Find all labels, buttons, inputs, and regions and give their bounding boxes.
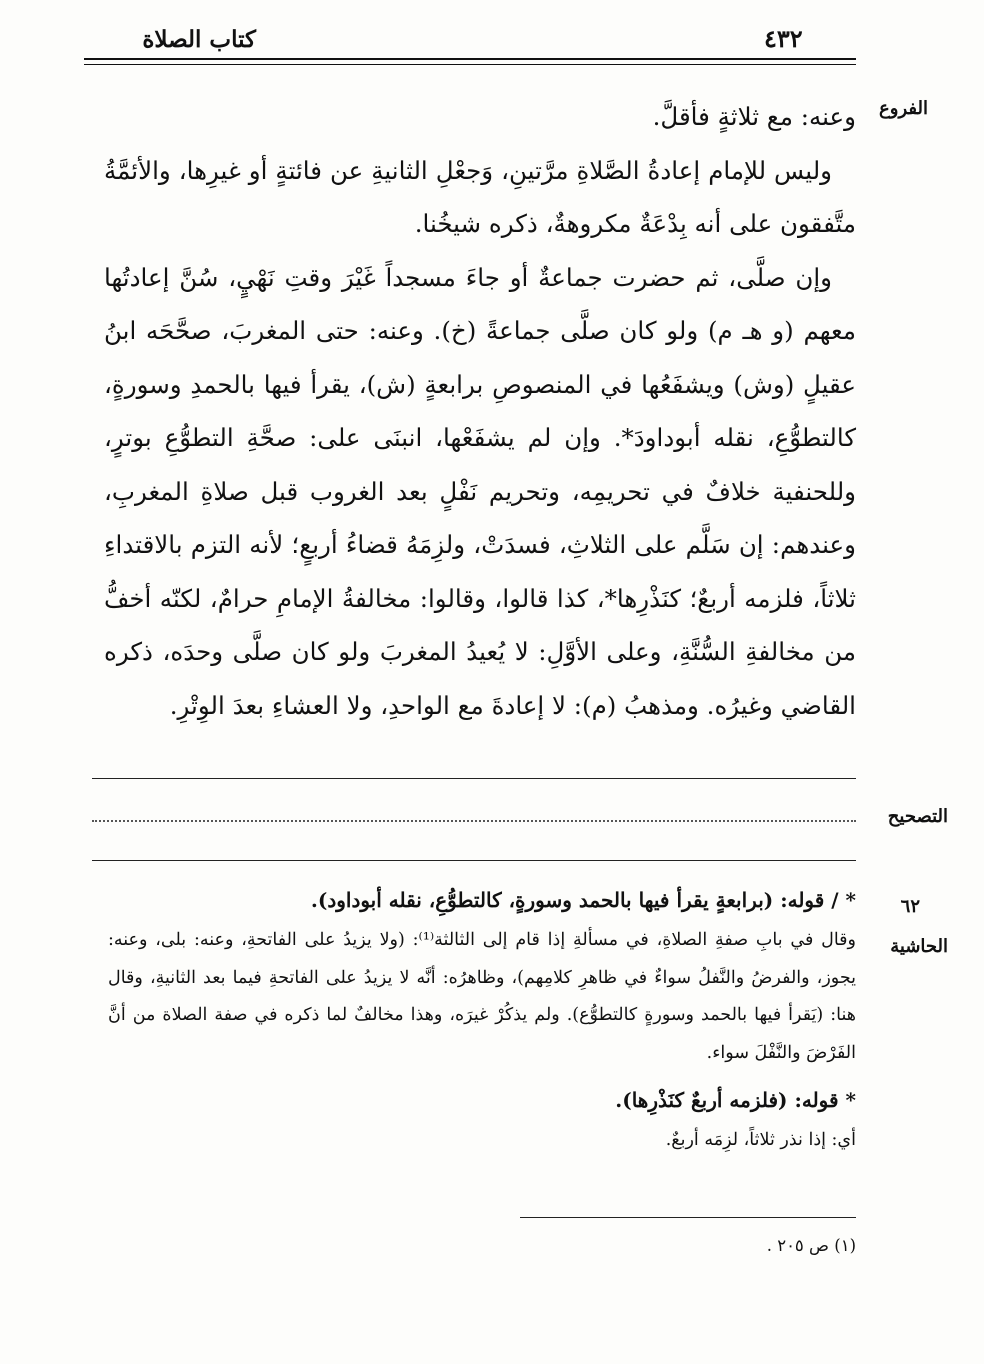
tashih-rule-top <box>92 778 856 779</box>
running-header-title: كتاب الصلاة <box>142 26 256 53</box>
header-rule-thin <box>84 64 856 65</box>
tashih-dotted-line <box>92 820 856 822</box>
hashiya-heading-2: * قوله: (فلزمه أربعٌ كنَذْرِها). <box>615 1088 856 1112</box>
main-line-1: وعنه: مع ثلاثةٍ فأقلَّ. <box>652 102 856 131</box>
main-paragraph-1: وليس للإمام إعادةُ الصَّلاةِ مرَّتينِ، وَجعْلِ الثانيةِ عن فائتةٍ أو غيرِها، والأئمَّةُ متَّفقون على أنه بِدْعَةٌ مكروهةٌ، ذكره شيخُنا. <box>104 155 856 238</box>
header-rule-thick <box>84 58 856 60</box>
tashih-rule-bottom <box>92 860 856 861</box>
main-text <box>104 90 856 732</box>
footnote-rule <box>520 1217 856 1218</box>
margin-label-hashiya-number: ٦٢ <box>900 896 920 917</box>
margin-label-hashiya: الحاشية <box>890 936 948 957</box>
page-number: ٤٣٢ <box>764 24 803 53</box>
margin-label-tashih: التصحيح <box>887 806 948 827</box>
hashiya-paragraph-2: أي: إذا نذر ثلاثاً، لزِمَه أربعٌ. <box>665 1130 856 1150</box>
margin-label-furu: الفروع <box>879 98 928 119</box>
hashiya-heading-1: * / قوله: (برابعةٍ يقرأ فيها بالحمد وسورةٍ، كالتطوُّعِ، نقله أبوداود). <box>310 888 856 912</box>
main-paragraph-2: وإن صلَّى، ثم حضرت جماعةٌ أو جاءَ مسجداً غَيْرَ وقتِ نَهْيٍ، سُنَّ إعادتُها معهم (و هـ م) ولو كان صلَّى جماعةً (خ). وعنه: حتى المغربَ، صحَّحَه ابنُ عقيلٍ (وش) ويشفَعُها في المنصوصِ برابعةٍ (ش)، يقرأ فيها بالحمدِ وسورةٍ، كالتطوُّعِ، نقله أبوداودَ*. وإن لم يشفَعْها، انبنَى على: صحَّةِ التطوُّعِ بوترٍ، وللحنفية خلافٌ في تحريمِه، وتحريم نَفْلٍ بعد الغروب قبل صلاةِ المغربِ، وعندهم: إن سَلَّم على الثلاثِ، فسدَتْ، ولزِمَهُ قضاءُ أربعٍ؛ لأنه التزم بالاقتداءِ ثلاثاً، فلزمه أربعٌ؛ كنَذْرِها*، كذا قالوا، وقالوا: مخالفةُ الإمامِ حرامٌ، لكنّه أخفُّ من مخالفةِ السُّنَّةِ، وعلى الأوَّلِ: لا يُعيدُ المغربَ ولو كان صلَّى وحدَه، ذكره القاضي وغيرُه. ومذهبُ (م): لا إعادةَ مع الواحدِ، ولا العشاءِ بعدَ الوِتْرِ. <box>104 262 856 720</box>
hashiya-paragraph-1: وقال في بابِ صفةِ الصلاةِ، في مسألةِ إذا قام إلى الثالثة⁽¹⁾: (ولا يزيدُ على الفاتحةِ، وعنه: بلى، وعنه: يجوز، والفرضُ والنَّفلُ سواءٌ في ظاهرِ كلامِهم)، وظاهرُه: أنَّه لا يزيدُ على الفاتحةِ فيما بعد الثانيةِ، وقال هنا: (يَقرأ فيها بالحمد وسورةٍ كالتطوُّع). ولم يذكُرْ غيرَه، وهذا مخالفٌ لما ذكره في صفة الصلاة من أنَّ الفَرْضَ والنَّفْلَ سواء. <box>108 930 856 1063</box>
footnote: (١) ص ٢٠٥ . <box>766 1236 856 1255</box>
hashiya-section <box>108 878 856 1160</box>
